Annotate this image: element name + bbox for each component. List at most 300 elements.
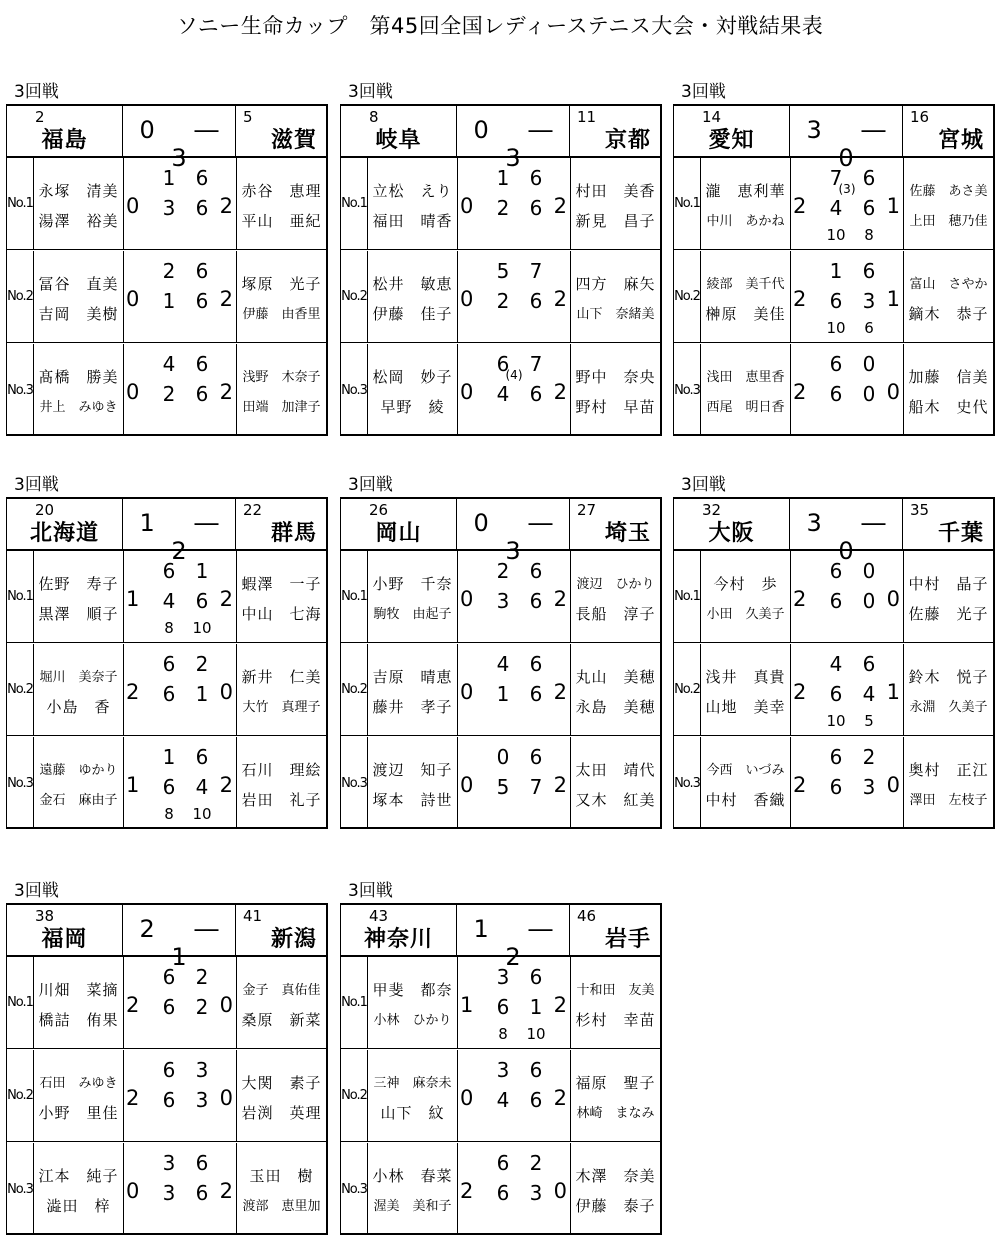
left-player-2: 福田 晴香 [372, 212, 453, 230]
set2-right: 1 [529, 995, 543, 1019]
right-player-1: 鈴木 悦子 [908, 668, 989, 686]
set-scores [123, 1143, 237, 1235]
set2-right: 6 [195, 196, 209, 220]
left-player-2: 吉岡 美樹 [38, 305, 119, 323]
right-player-2: 渡部 恵里加 [242, 1199, 321, 1214]
set2-right: 6 [195, 589, 209, 613]
left-sets-won: 2 [793, 773, 807, 797]
left-team-seed: 14 [702, 108, 722, 126]
round-label: 3回戦 [14, 881, 59, 901]
left-player-1: 川畑 菜摘 [38, 981, 119, 999]
set1-right: 0 [862, 352, 876, 376]
left-pair [368, 957, 458, 1048]
left-team-header [674, 499, 790, 551]
left-player-2: 小野 里佳 [38, 1104, 119, 1122]
left-player-1: 浅田 恵里香 [706, 370, 785, 385]
team-score-header [457, 106, 570, 172]
left-player-2: 渥美 美和子 [373, 1199, 452, 1214]
left-player-1: 今西 いづみ [706, 763, 785, 778]
set2-left: 6 [829, 289, 843, 313]
final-tiebreak-right: 10 [526, 1025, 546, 1043]
set1-right: 6 [195, 166, 209, 190]
match-table [340, 497, 662, 829]
right-team-header [570, 106, 661, 158]
match-number: No.3 [341, 344, 368, 436]
right-team-name: 埼玉 [604, 521, 651, 546]
team-score: 0 ― 3 [473, 116, 569, 172]
right-sets-won: 2 [219, 380, 233, 404]
left-sets-won: 0 [460, 587, 474, 611]
left-player-1: 遠藤 ゆかり [39, 763, 118, 778]
left-sets-won: 2 [793, 587, 807, 611]
match-number: No.1 [7, 957, 34, 1048]
team-score-header [790, 106, 903, 172]
set2-left: 2 [162, 382, 176, 406]
match-table [340, 903, 662, 1235]
match-table [673, 497, 995, 829]
left-player-2: 中川 あかね [706, 214, 785, 229]
set1-left: 6 [829, 559, 843, 583]
right-sets-won: 1 [886, 194, 900, 218]
set1-right: 6 [529, 559, 543, 583]
set1-left: 6 [162, 559, 176, 583]
right-team-name: 岩手 [604, 927, 651, 952]
set2-left: 6 [162, 995, 176, 1019]
final-tiebreak-right: 5 [864, 712, 874, 730]
left-player-1: 綾部 美千代 [706, 277, 785, 292]
match-row [341, 158, 661, 250]
set1-right: 6 [195, 745, 209, 769]
right-team-name: 京都 [604, 128, 651, 153]
set2-left: 6 [496, 1181, 510, 1205]
right-team-seed: 27 [577, 501, 597, 519]
right-player-1: 野中 奈央 [575, 368, 656, 386]
set1-right: 0 [862, 559, 876, 583]
set2-right: 6 [529, 682, 543, 706]
right-sets-won: 0 [886, 380, 900, 404]
match-number: No.1 [341, 158, 368, 249]
right-team-header [570, 905, 661, 957]
set-scores [457, 251, 571, 342]
set1-left: 6 [496, 1151, 510, 1175]
set-scores [123, 644, 237, 735]
set1-left: 6 [829, 745, 843, 769]
set2-left: 3 [162, 1181, 176, 1205]
right-pair [236, 1050, 327, 1141]
set-scores [123, 344, 237, 436]
right-player-2: 佐藤 光子 [908, 605, 989, 623]
left-sets-won: 0 [460, 380, 474, 404]
right-team-seed: 22 [243, 501, 263, 519]
final-tiebreak-left: 8 [164, 805, 174, 823]
final-tiebreak-right: 8 [864, 226, 874, 244]
right-pair [236, 737, 327, 829]
set2-left: 1 [496, 682, 510, 706]
set2-right: 1 [195, 682, 209, 706]
left-sets-won: 2 [793, 287, 807, 311]
set-scores [790, 644, 904, 735]
set2-right: 6 [529, 1088, 543, 1112]
right-sets-won: 2 [219, 287, 233, 311]
left-player-2: 早野 綾 [380, 398, 445, 416]
right-sets-won: 2 [553, 773, 567, 797]
left-team-name: 福岡 [41, 927, 88, 952]
right-sets-won: 1 [886, 680, 900, 704]
right-player-2: 平山 亜紀 [241, 212, 322, 230]
set2-left: 4 [829, 196, 843, 220]
left-player-2: 黒澤 順子 [38, 605, 119, 623]
set-scores [123, 737, 237, 829]
match-row [341, 251, 661, 343]
left-player-1: 松井 敏恵 [372, 275, 453, 293]
set1-left: 0 [496, 745, 510, 769]
left-player-1: 江本 純子 [38, 1167, 119, 1185]
right-pair [570, 957, 661, 1048]
right-pair [903, 644, 994, 735]
match-number: No.1 [341, 551, 368, 642]
match-number: No.1 [674, 158, 701, 249]
right-player-1: 赤谷 恵理 [241, 182, 322, 200]
round-label: 3回戦 [681, 475, 726, 495]
left-player-1: 石田 みゆき [39, 1076, 118, 1091]
right-player-2: 野村 早苗 [575, 398, 656, 416]
right-pair [903, 344, 994, 436]
team-score-header [790, 499, 903, 565]
left-player-1: 松岡 妙子 [372, 368, 453, 386]
match-row [341, 957, 661, 1049]
right-player-1: 四方 麻矢 [575, 275, 656, 293]
set2-left: 6 [829, 382, 843, 406]
match-row [341, 344, 661, 436]
left-player-1: 瀧 恵利華 [705, 182, 786, 200]
set1-right: 6 [862, 166, 876, 190]
match-number: No.3 [674, 344, 701, 436]
set-scores [457, 957, 571, 1048]
left-team-seed: 26 [369, 501, 389, 519]
left-team-seed: 32 [702, 501, 722, 519]
set1-left: 3 [496, 965, 510, 989]
team-score-header [123, 905, 236, 971]
left-player-2: 井上 みゆき [39, 400, 118, 415]
match-row [341, 737, 661, 829]
match-number: No.1 [341, 957, 368, 1048]
set1-right: 6 [529, 652, 543, 676]
right-player-2: 長船 淳子 [575, 605, 656, 623]
right-pair [570, 737, 661, 829]
right-player-1: 金子 真佑佳 [242, 983, 321, 998]
set1-left: 6 [162, 652, 176, 676]
set-scores [457, 344, 571, 436]
left-player-1: 小林 春菜 [372, 1167, 453, 1185]
team-score: 1 ― 2 [473, 915, 569, 971]
set2-right: 0 [862, 382, 876, 406]
left-sets-won: 0 [460, 287, 474, 311]
set1-right: 6 [529, 965, 543, 989]
set-scores [457, 1143, 571, 1235]
left-team-name: 福島 [41, 128, 88, 153]
match-row [341, 1050, 661, 1142]
right-team-seed: 11 [577, 108, 597, 126]
left-sets-won: 0 [126, 380, 140, 404]
team-score: 3 ― 0 [806, 116, 902, 172]
right-team-header [236, 905, 327, 957]
right-sets-won: 1 [886, 287, 900, 311]
right-team-header [903, 106, 994, 158]
team-score: 2 ― 1 [139, 915, 235, 971]
left-team-seed: 20 [35, 501, 55, 519]
match-row [7, 957, 327, 1049]
right-player-2: 澤田 左枝子 [909, 793, 988, 808]
team-score-header [123, 106, 236, 172]
left-sets-won: 0 [460, 680, 474, 704]
match-row [674, 344, 994, 436]
right-player-2: 船木 史代 [908, 398, 989, 416]
left-player-2: 小田 久美子 [706, 607, 785, 622]
right-pair [903, 737, 994, 829]
left-sets-won: 2 [126, 680, 140, 704]
round-label: 3回戦 [348, 475, 393, 495]
left-player-2: 小島 香 [46, 698, 111, 716]
right-player-2: 林崎 まなみ [576, 1106, 655, 1121]
left-player-2: 橋詰 侑果 [38, 1011, 119, 1029]
set1-right: 6 [862, 652, 876, 676]
right-pair [236, 551, 327, 642]
right-player-2: 鏑木 恭子 [908, 305, 989, 323]
left-sets-won: 0 [460, 1086, 474, 1110]
round-label: 3回戦 [14, 475, 59, 495]
match-row [7, 251, 327, 343]
left-player-2: 山地 美幸 [705, 698, 786, 716]
set2-right: 6 [862, 196, 876, 220]
right-sets-won: 2 [553, 587, 567, 611]
right-sets-won: 0 [553, 1179, 567, 1203]
left-player-1: 佐野 寿子 [38, 575, 119, 593]
right-team-name: 滋賀 [270, 128, 317, 153]
round-label: 3回戦 [14, 82, 59, 102]
right-pair [236, 251, 327, 342]
match-row [7, 1050, 327, 1142]
round-label: 3回戦 [348, 82, 393, 102]
final-tiebreak-right: 6 [864, 319, 874, 337]
left-pair [34, 644, 124, 735]
left-player-2: 榊原 美佳 [705, 305, 786, 323]
left-pair [34, 158, 124, 249]
final-tiebreak-left: 10 [826, 226, 846, 244]
right-sets-won: 2 [219, 773, 233, 797]
left-pair [34, 1143, 124, 1235]
left-pair [34, 737, 124, 829]
set1-left: 6 [829, 352, 843, 376]
left-team-seed: 8 [369, 108, 379, 126]
right-player-1: 渡辺 ひかり [576, 577, 655, 592]
match-number: No.2 [341, 251, 368, 342]
left-sets-won: 0 [126, 194, 140, 218]
set-scores [790, 344, 904, 436]
left-player-1: 永塚 清美 [38, 182, 119, 200]
round-label: 3回戦 [681, 82, 726, 102]
left-team-header [674, 106, 790, 158]
set-scores [790, 158, 904, 249]
match-row [674, 158, 994, 250]
match-number: No.3 [341, 737, 368, 829]
match-row [674, 737, 994, 829]
right-player-1: 新井 仁美 [241, 668, 322, 686]
set-scores [457, 644, 571, 735]
set1-right: 6 [195, 1151, 209, 1175]
right-team-seed: 41 [243, 907, 263, 925]
left-sets-won: 0 [460, 773, 474, 797]
team-score-header [123, 499, 236, 565]
set1-left: 1 [496, 166, 510, 190]
set2-left: 4 [496, 382, 510, 406]
match-table [340, 104, 662, 436]
right-player-2: 永島 美穂 [575, 698, 656, 716]
right-team-name: 新潟 [270, 927, 317, 952]
match-row [674, 551, 994, 643]
left-team-name: 北海道 [29, 521, 99, 546]
left-team-name: 愛知 [708, 128, 755, 153]
right-player-1: 中村 晶子 [908, 575, 989, 593]
left-player-1: 今村 歩 [713, 575, 778, 593]
left-pair [701, 551, 791, 642]
team-score: 1 ― 2 [139, 509, 235, 565]
set1-right: 1 [195, 559, 209, 583]
left-team-header [341, 106, 457, 158]
left-player-1: 渡辺 知子 [372, 761, 453, 779]
left-pair [701, 344, 791, 436]
left-team-header [341, 905, 457, 957]
set1-right: 6 [529, 745, 543, 769]
right-sets-won: 2 [553, 1086, 567, 1110]
team-score: 0 ― 3 [473, 509, 569, 565]
right-pair [570, 644, 661, 735]
left-player-2: 山下 紋 [380, 1104, 445, 1122]
right-sets-won: 2 [553, 380, 567, 404]
left-pair [368, 551, 458, 642]
set1-left: 2 [162, 259, 176, 283]
right-sets-won: 2 [553, 993, 567, 1017]
right-team-seed: 35 [910, 501, 930, 519]
match-number: No.2 [674, 251, 701, 342]
right-pair [236, 344, 327, 436]
left-team-seed: 43 [369, 907, 389, 925]
left-player-2: 伊藤 佳子 [372, 305, 453, 323]
left-team-header [341, 499, 457, 551]
set2-left: 6 [829, 589, 843, 613]
left-player-1: 小野 千奈 [372, 575, 453, 593]
set2-left: 2 [496, 196, 510, 220]
left-sets-won: 2 [793, 380, 807, 404]
right-player-2: 岩田 礼子 [241, 791, 322, 809]
right-team-header [236, 499, 327, 551]
left-player-2: 西尾 明日香 [706, 400, 785, 415]
left-sets-won: 2 [793, 194, 807, 218]
left-player-1: 堀川 美奈子 [39, 670, 118, 685]
right-player-1: 浅野 木奈子 [242, 370, 321, 385]
right-pair [903, 251, 994, 342]
right-player-1: 大関 素子 [241, 1074, 322, 1092]
left-player-1: 立松 えり [372, 182, 453, 200]
final-tiebreak-left: 10 [826, 712, 846, 730]
match-row [7, 644, 327, 736]
right-team-seed: 46 [577, 907, 597, 925]
set1-right: 3 [195, 1058, 209, 1082]
set2-right: 0 [862, 589, 876, 613]
left-pair [701, 158, 791, 249]
set1-left: 6 [162, 965, 176, 989]
set1-left: 7 [829, 166, 843, 190]
set1-right: 6 [529, 1058, 543, 1082]
match-row [7, 737, 327, 829]
right-player-1: 塚原 光子 [241, 275, 322, 293]
match-row [7, 551, 327, 643]
match-number: No.2 [341, 1050, 368, 1141]
left-pair [368, 1143, 458, 1235]
left-pair [34, 957, 124, 1048]
set1-left: 6 [162, 1058, 176, 1082]
right-player-1: 木澤 奈美 [575, 1167, 656, 1185]
match-number: No.3 [341, 1143, 368, 1235]
right-sets-won: 2 [553, 194, 567, 218]
set-scores [457, 737, 571, 829]
left-player-1: 三神 麻奈未 [373, 1076, 452, 1091]
right-sets-won: 2 [219, 194, 233, 218]
left-player-2: 湯澤 裕美 [38, 212, 119, 230]
left-player-1: 冨谷 直美 [38, 275, 119, 293]
right-sets-won: 0 [219, 993, 233, 1017]
set2-left: 6 [162, 775, 176, 799]
set1-left: 6 [496, 352, 510, 376]
left-player-1: 吉原 晴恵 [372, 668, 453, 686]
right-pair [570, 344, 661, 436]
match-table [673, 104, 995, 436]
set1-right: 6 [195, 259, 209, 283]
set-scores [457, 1050, 571, 1141]
right-pair [570, 251, 661, 342]
left-pair [368, 344, 458, 436]
set2-right: 4 [195, 775, 209, 799]
left-team-header [7, 499, 123, 551]
team-score: 3 ― 0 [806, 509, 902, 565]
right-player-1: 十和田 友美 [576, 983, 655, 998]
set2-right: 7 [529, 775, 543, 799]
set2-right: 3 [862, 289, 876, 313]
right-player-2: 桑原 新菜 [241, 1011, 322, 1029]
set-scores [123, 551, 237, 642]
final-tiebreak-left: 10 [826, 319, 846, 337]
left-pair [34, 344, 124, 436]
left-pair [701, 737, 791, 829]
final-tiebreak-left: 8 [498, 1025, 508, 1043]
right-team-seed: 16 [910, 108, 930, 126]
right-sets-won: 0 [886, 773, 900, 797]
set-scores [123, 251, 237, 342]
left-player-1: 浅井 真貴 [705, 668, 786, 686]
set2-left: 6 [829, 775, 843, 799]
right-team-name: 千葉 [937, 521, 984, 546]
set1-right: 2 [529, 1151, 543, 1175]
match-number: No.1 [7, 158, 34, 249]
set1-right: 6 [862, 259, 876, 283]
match-row [674, 251, 994, 343]
left-pair [34, 1050, 124, 1141]
right-sets-won: 0 [219, 1086, 233, 1110]
set2-left: 1 [162, 289, 176, 313]
final-tiebreak-right: 10 [192, 805, 212, 823]
right-player-2: 大竹 真理子 [242, 700, 321, 715]
right-player-2: 又木 紅美 [575, 791, 656, 809]
left-pair [368, 737, 458, 829]
